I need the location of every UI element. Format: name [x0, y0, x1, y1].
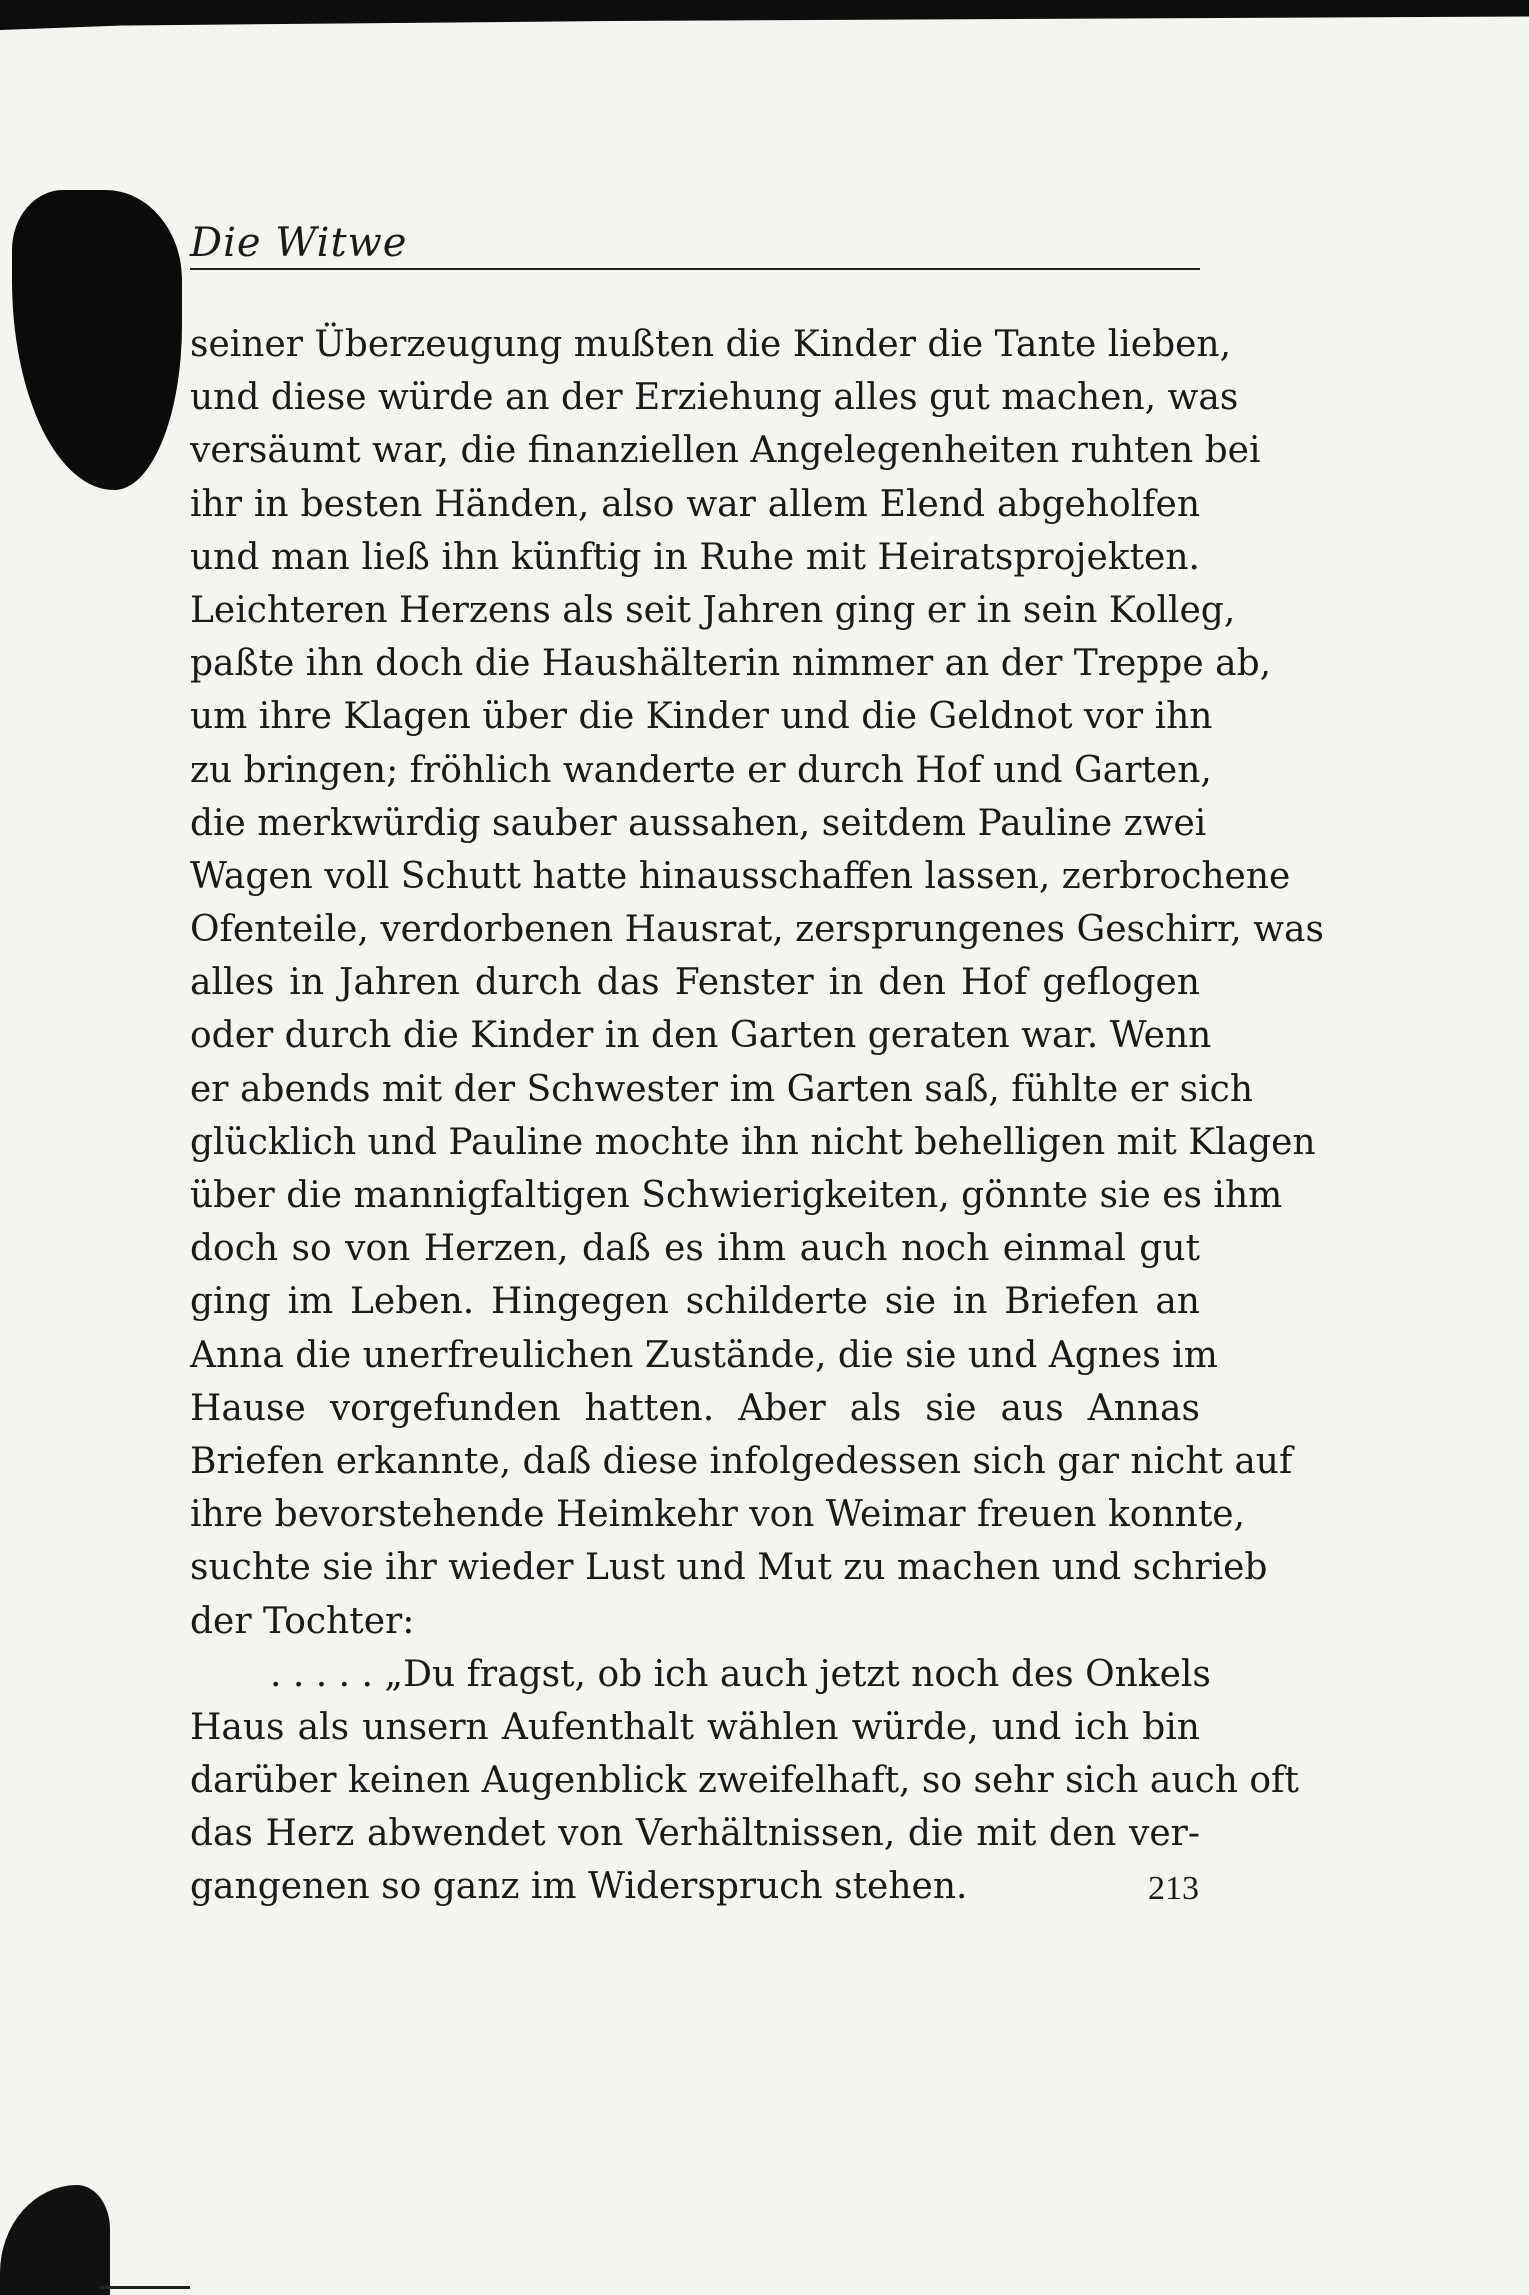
- text-line: der Tochter:: [190, 1600, 415, 1642]
- page-number: 213: [1148, 1870, 1199, 1907]
- text-line: Wagen voll Schutt hatte hinausschaffen lassen, zerbrochene: [190, 855, 1291, 897]
- scan-bottom-line: [100, 2286, 190, 2289]
- text-line: ihre bevorstehende Heimkehr von Weimar freuen konnte,: [190, 1494, 1246, 1536]
- body-text: [190, 318, 1324, 1914]
- text-line: gangenen so ganz im Widerspruch stehen.: [190, 1866, 968, 1908]
- text-line: das Herz abwendet von Verhältnissen, die mit den ver-: [190, 1813, 1200, 1855]
- text-line: und man ließ ihn künftig in Ruhe mit Heiratsprojekten.: [190, 536, 1200, 578]
- text-line: und diese würde an der Erziehung alles gut machen, was: [190, 377, 1239, 419]
- text-line: Ofenteile, verdorbenen Hausrat, zersprungenes Geschirr, was: [190, 909, 1324, 951]
- text-line: über die mannigfaltigen Schwierigkeiten, gönnte sie es ihm: [190, 1175, 1283, 1216]
- scan-left-smudge: [12, 190, 182, 490]
- text-line: paßte ihn doch die Haushälterin nimmer an der Treppe ab,: [190, 643, 1272, 685]
- text-line: oder durch die Kinder in den Garten geraten war. Wenn: [190, 1015, 1212, 1057]
- text-line: glücklich und Pauline mochte ihn nicht behelligen mit Klagen: [190, 1121, 1316, 1163]
- text-line: die merkwürdig sauber aussahen, seitdem Pauline zwei: [190, 802, 1207, 844]
- header-rule: [190, 268, 1200, 270]
- text-line: Anna die unerfreulichen Zustände, die sie und Agnes im: [190, 1334, 1218, 1376]
- text-line: Briefen erkannte, daß diese infolgedessen sich gar nicht auf: [190, 1440, 1293, 1482]
- text-line: Hause vorgefunden hatten. Aber als sie aus Annas: [190, 1387, 1200, 1429]
- text-line: um ihre Klagen über die Kinder und die Geldnot vor ihn: [190, 696, 1213, 738]
- text-line: versäumt war, die finanziellen Angelegenheiten ruhten bei: [190, 430, 1261, 472]
- text-line: er abends mit der Schwester im Garten saß, fühlte er sich: [190, 1068, 1254, 1110]
- text-line: ihr in besten Händen, also war allem Elend abgeholfen: [190, 483, 1200, 525]
- scan-top-edge: [0, 0, 1529, 30]
- text-line: . . . . . „Du fragst, ob ich auch jetzt noch des Onkels: [270, 1653, 1211, 1695]
- text-line: darüber keinen Augenblick zweifelhaft, so sehr sich auch oft: [190, 1760, 1299, 1802]
- text-line: Leichteren Herzens als seit Jahren ging er in sein Kolleg,: [190, 589, 1236, 631]
- text-line: doch so von Herzen, daß es ihm auch noch einmal gut: [190, 1228, 1200, 1270]
- text-line: ging im Leben. Hingegen schilderte sie in Briefen an: [190, 1281, 1200, 1323]
- text-line: zu bringen; fröhlich wanderte er durch Hof und Garten,: [190, 749, 1212, 791]
- scan-bottom-smudge: [0, 2185, 110, 2295]
- text-line: alles in Jahren durch das Fenster in den Hof geflogen: [190, 962, 1200, 1004]
- text-line: suchte sie ihr wieder Lust und Mut zu machen und schrieb: [190, 1547, 1268, 1589]
- text-line: Haus als unsern Aufenthalt wählen würde, und ich bin: [190, 1706, 1200, 1748]
- text-line: seiner Überzeugung mußten die Kinder die Tante lieben,: [190, 324, 1232, 365]
- running-head: Die Witwe: [190, 220, 408, 266]
